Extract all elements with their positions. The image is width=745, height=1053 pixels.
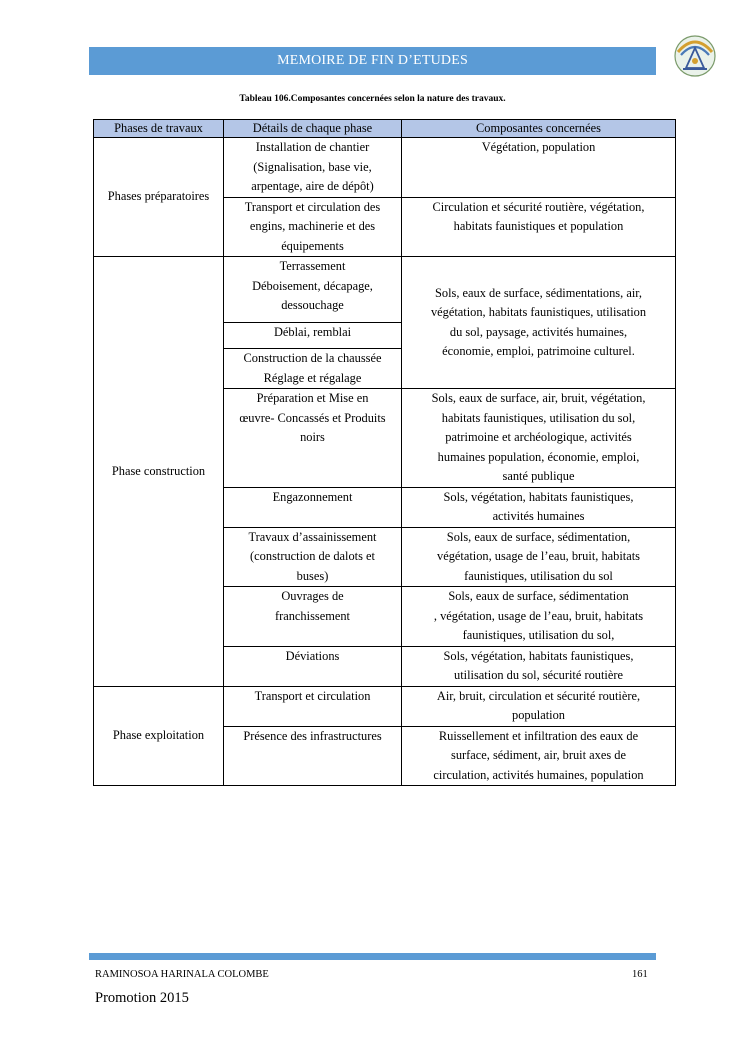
components-cell xyxy=(402,646,676,686)
details-line: Installation de chantier xyxy=(255,140,370,154)
components-line: végétation, usage de l’eau, bruit, habitats xyxy=(437,549,640,563)
details-line: franchissement xyxy=(274,608,350,623)
header-title: MEMOIRE DE FIN D’ETUDES xyxy=(277,53,468,68)
components-cell xyxy=(402,686,676,726)
footer-promotion: Promotion 2015 xyxy=(95,990,189,1006)
components-cell xyxy=(402,138,676,198)
details-line: buses) xyxy=(296,568,329,583)
details-line: Transport et circulation xyxy=(254,688,371,703)
details-cell xyxy=(224,257,402,323)
header-bar xyxy=(89,47,656,75)
components-cell xyxy=(402,487,676,527)
components-line: faunistiques, utilisation du sol, xyxy=(462,628,615,642)
table-caption: Tableau 106.Composantes concernées selon la nature des travaux. xyxy=(239,94,506,104)
details-cell xyxy=(224,646,402,686)
components-line: Ruissellement et infiltration des eaux de xyxy=(438,728,639,743)
details-line: Travaux d’assainissement xyxy=(248,529,377,544)
phase-cell-construction: Phase construction xyxy=(94,257,224,687)
details-line: Terrassement xyxy=(279,259,346,273)
details-line: noirs xyxy=(300,430,325,444)
components-line: utilisation du sol, sécurité routière xyxy=(454,668,623,682)
footer-bar xyxy=(89,953,656,960)
details-line: engins, machinerie et des xyxy=(249,219,376,233)
components-line: , végétation, usage de l’eau, bruit, habitats xyxy=(433,608,644,623)
details-line: (Signalisation, base vie, xyxy=(253,159,372,174)
header-components: Composantes concernées xyxy=(402,120,676,138)
components-cell xyxy=(402,726,676,786)
details-line: arpentage, aire de dépôt) xyxy=(251,179,374,193)
components-line: population xyxy=(512,708,565,722)
components-line: Sols, eaux de surface, sédimentation, xyxy=(446,529,631,544)
details-line: Présence des infrastructures xyxy=(243,728,382,743)
details-line: dessouchage xyxy=(281,298,344,312)
components-line: Sols, végétation, habitats faunistiques, xyxy=(443,489,634,504)
details-cell xyxy=(224,389,402,488)
components-cell xyxy=(402,197,676,257)
details-cell xyxy=(224,686,402,726)
details-line: (construction de dalots et xyxy=(250,549,375,563)
header-details: Détails de chaque phase xyxy=(224,120,402,138)
details-line: Construction de la chaussée xyxy=(243,351,382,365)
details-line: Réglage et régalage xyxy=(263,370,362,385)
components-line: circulation, activités humaines, population xyxy=(433,767,644,782)
details-cell xyxy=(224,527,402,587)
components-cell xyxy=(402,389,676,488)
components-line: économie, emploi, patrimoine culturel. xyxy=(442,344,635,358)
components-line: santé publique xyxy=(502,469,575,483)
details-line: Préparation et Mise en xyxy=(256,391,369,405)
components-line: habitats faunistiques et population xyxy=(453,219,624,233)
details-line: Déboisement, décapage, xyxy=(252,278,373,293)
details-line: Déblai, remblai xyxy=(273,324,352,339)
components-line: habitats faunistiques, utilisation du sol, xyxy=(441,410,636,425)
details-cell xyxy=(224,349,402,389)
table-row xyxy=(94,686,676,726)
components-cell xyxy=(402,527,676,587)
components-table xyxy=(93,119,676,786)
components-line: Sols, eaux de surface, sédimentation xyxy=(448,589,629,603)
components-line: Sols, végétation, habitats faunistiques, xyxy=(443,648,634,663)
components-line: Sols, eaux de surface, sédimentations, air, xyxy=(435,285,642,300)
components-line: patrimoine et archéologique, activités xyxy=(445,430,632,444)
details-cell xyxy=(224,197,402,257)
footer-author: RAMINOSOA HARINALA COLOMBE xyxy=(95,969,269,980)
table-row xyxy=(94,138,676,198)
components-line: surface, sédiment, air, bruit axes de xyxy=(451,748,626,762)
university-logo-icon xyxy=(672,34,718,78)
components-line: humaines population, économie, emploi, xyxy=(437,449,640,464)
details-line: Déviations xyxy=(285,648,340,663)
details-line: Ouvrages de xyxy=(281,589,344,603)
details-cell xyxy=(224,138,402,198)
components-line: Circulation et sécurité routière, végétation, xyxy=(432,199,645,214)
components-line: Végétation, population xyxy=(481,140,596,154)
table-header-row xyxy=(94,120,676,138)
details-line: équipements xyxy=(281,238,344,253)
header-phases: Phases de travaux xyxy=(94,120,224,138)
details-line: Transport et circulation des xyxy=(244,199,381,214)
components-line: du sol, paysage, activités humaines, xyxy=(449,324,628,339)
components-line: Air, bruit, circulation et sécurité routière, xyxy=(436,688,641,703)
details-cell xyxy=(224,487,402,527)
details-cell xyxy=(224,587,402,647)
components-line: végétation, habitats faunistiques, utilisation xyxy=(430,305,647,319)
page-number: 161 xyxy=(632,969,648,980)
details-cell xyxy=(224,726,402,786)
components-line: Sols, eaux de surface, air, bruit, végétation, xyxy=(431,391,646,405)
phase-cell-exploitation: Phase exploitation xyxy=(94,686,224,786)
details-line: œuvre- Concassés et Produits xyxy=(239,410,386,425)
components-cell xyxy=(402,257,676,389)
phase-cell-preparatory: Phases préparatoires xyxy=(94,138,224,257)
table-row xyxy=(94,257,676,323)
components-line: faunistiques, utilisation du sol xyxy=(464,568,613,583)
components-cell xyxy=(402,587,676,647)
details-line: Engazonnement xyxy=(272,489,353,504)
details-cell xyxy=(224,322,402,349)
components-line: activités humaines xyxy=(492,509,585,523)
